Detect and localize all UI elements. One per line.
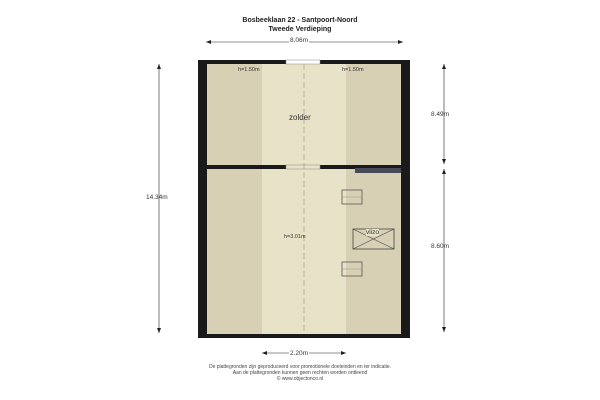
floor-left-slope <box>207 64 262 334</box>
dim-right-lower-arrow-b <box>442 327 446 332</box>
footer-copyright: © www.objectonco.nl <box>276 376 324 382</box>
height-left-label: h=1.50m <box>238 67 260 73</box>
floor-title: Tweede Verdieping <box>268 26 332 33</box>
window-top <box>286 60 320 64</box>
dim-right-upper-arrow-t <box>442 64 446 69</box>
dim-top-label: 8.06m <box>290 37 309 44</box>
vlizo-label: vlizo <box>366 229 380 236</box>
dim-bottom-arrow-l <box>262 351 267 355</box>
footer-disclaimer-1: De plattegronden zijn geproduceerd voor promotionele doeleinden en ter indicatie. <box>208 364 392 370</box>
room-zolder-label: zolder <box>289 113 311 122</box>
address-title: Bosbeeklaan 22 - Santpoort-Noord <box>242 17 358 24</box>
height-main-label: h=3.01m <box>284 234 306 240</box>
dim-right-upper-arrow-b <box>442 159 446 164</box>
dim-bottom-label: 2.20m <box>290 350 309 357</box>
height-right-label: h=1.50m <box>342 67 364 73</box>
dim-left-arrow-t <box>157 64 161 69</box>
dim-right-lower-arrow-t <box>442 169 446 174</box>
dim-right-lower-label: 8.60m <box>431 243 450 250</box>
dim-left-label: 14.34m <box>146 194 168 201</box>
dim-top-arrow-r <box>398 40 403 44</box>
footer-disclaimer-2: Aan de plattegronden kunnen geen rechten worden ontleend <box>232 370 368 376</box>
floor-right-slope <box>346 64 401 334</box>
stair-edge <box>355 168 401 173</box>
dim-right-upper-label: 8.49m <box>431 111 450 118</box>
dim-left-arrow-b <box>157 328 161 333</box>
dim-bottom-arrow-r <box>341 351 346 355</box>
dividing-opening <box>286 165 320 169</box>
dim-top-arrow-l <box>206 40 211 44</box>
